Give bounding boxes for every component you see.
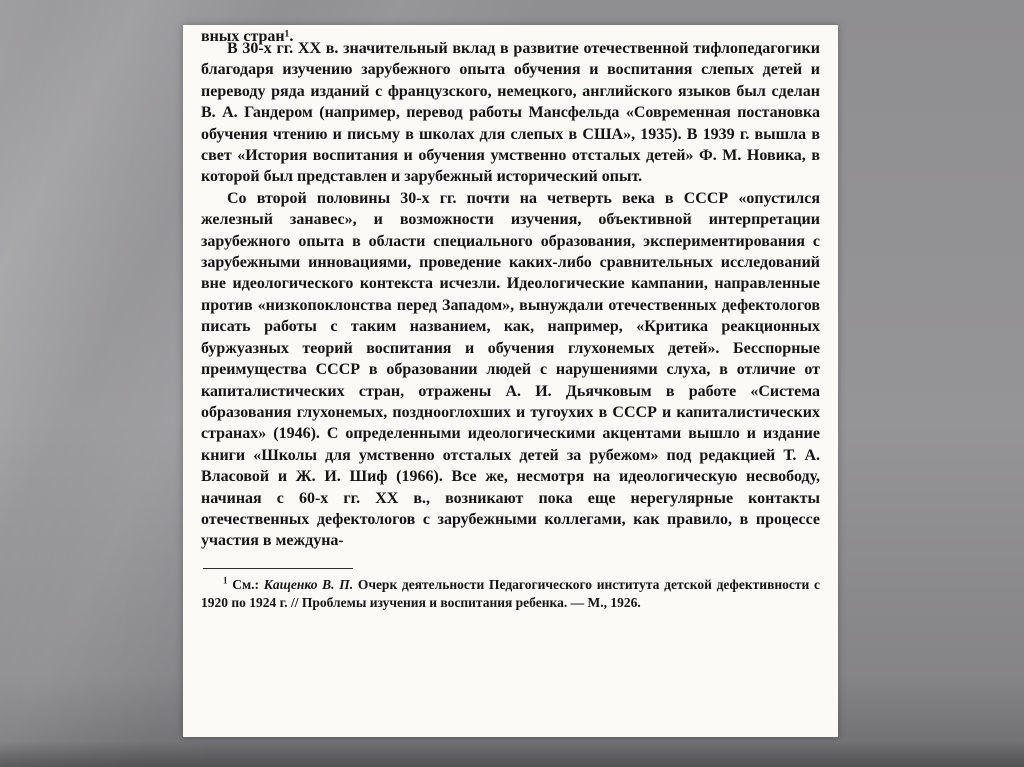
page-body-text	[201, 38, 820, 552]
book-page	[183, 25, 838, 737]
paragraph-1: В 30-х гг. XX в. значительный вклад в развитие отечественной тифлопедагогики благодаря изучению зарубежного опыта обучения и воспитания слепых детей и переводу ряда изданий с французского, немецкого, английского языков был сделан В. А. Гандером (например, перевод работы Мансфельда «Современная постановка обучения чтению и письму в школах для слепых в США», 1935). В 1939 г. вышла в свет «История воспитания и обучения умственно отсталых детей» Ф. М. Новика, в которой был представлен и зарубежный исторический опыт.	[201, 40, 820, 186]
footnote	[201, 568, 820, 613]
footnote-prefix: См.:	[227, 576, 264, 592]
clipped-top-line	[201, 26, 820, 45]
footnote-author: Кащенко В. П.	[263, 576, 354, 592]
footnote-rule	[203, 568, 353, 569]
footnote-marker: 1	[223, 575, 228, 586]
footnote-body: Очерк деятельности Педагогического института детской дефективности с 1920 по 1924 г. // Проблемы изучения и воспитания ребенка. — М., 1926.	[201, 576, 820, 611]
bottom-shadow-band	[0, 741, 1024, 767]
paragraph-2: Со второй половины 30-х гг. почти на четверть века в СССР «опустился железный занавес», и возможности изучения, объективной интерпретации зарубежного опыта в области специального образования, экспериментирования с зарубежными инновациями, проведение каких-либо сравнительных исследований вне идеологического контекста исчезли. Идеологические кампании, направленные против «низкопоклонства перед Западом», вынуждали отечественных дефектологов писать работы с таким названием, как, например, «Критика реакционных буржуазных теорий воспитания и обучения глухонемых детей». Бесспорные преимущества СССР в образовании людей с нарушениями слуха, в отличие от капиталистических стран, отражены А. И. Дьячковым в работе «Система образования глухонемых, позднооглохших и тугоухих в СССР и капиталистических странах» (1946). С определенными идеологическими акцентами вышло и издание книги «Школы для умственно отсталых детей за рубежом» под редакцией Т. А. Власовой и Ж. И. Шиф (1966). Все же, несмотря на идеологическую несвободу, начиная с 60-х гг. XX в., возникают пока еще нерегулярные контакты отечественных дефектологов с зарубежными коллегами, как правило, в процессе участия в междуна-	[201, 189, 820, 550]
footnote-text	[201, 576, 820, 613]
clipped-top-line-text: вных стран¹.	[201, 28, 294, 45]
